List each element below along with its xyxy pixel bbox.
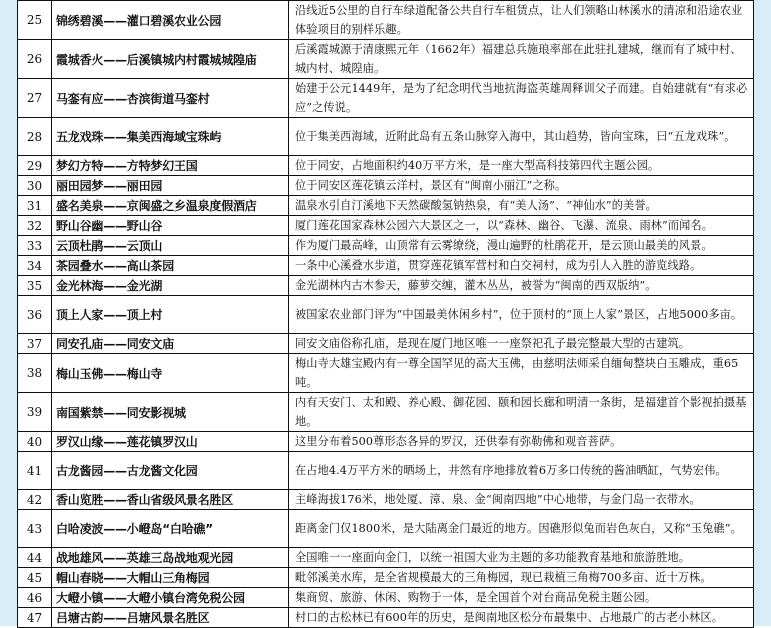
table-row [18, 40, 754, 79]
spot-description: 厦门莲花国家森林公园六大景区之一，以“森林、幽谷、飞瀑、流泉、雨林”而闻名。 [289, 216, 754, 236]
row-number: 33 [18, 236, 52, 256]
spot-name: 大嶝小镇——大嶝小镇台湾免税公园 [52, 588, 289, 608]
spot-description: 一条中心溪叠水步道，贯穿莲花镇军营村和白交祠村，成为引人入胜的游览线路。 [289, 256, 754, 276]
spot-name: 同安孔庙——同安文庙 [52, 334, 289, 354]
spot-name: 野山谷幽——野山谷 [52, 216, 289, 236]
spot-description: 集商贸、旅游、休闲、购物于一体，是全国首个对台商品免税主题公园。 [289, 588, 754, 608]
spot-name: 盛名美泉——京闽盛之乡温泉度假酒店 [52, 196, 289, 216]
spot-name: 顶上人家——顶上村 [52, 296, 289, 334]
row-number: 28 [18, 118, 52, 156]
table-row [18, 196, 754, 216]
row-number: 27 [18, 79, 52, 118]
spot-name: 帽山春晓——大帽山三角梅园 [52, 568, 289, 588]
table-row [18, 452, 754, 490]
row-number: 43 [18, 510, 52, 548]
table-row [18, 276, 754, 296]
spot-name: 锦绣碧溪——灌口碧溪农业公园 [52, 1, 289, 40]
table-row [18, 608, 754, 628]
spot-name: 金光林海——金光湖 [52, 276, 289, 296]
spot-name: 香山览胜——香山省级风景名胜区 [52, 490, 289, 510]
table-row [18, 354, 754, 393]
spot-name: 战地雄风——英雄三岛战地观光园 [52, 548, 289, 568]
table-row [18, 296, 754, 334]
spot-name: 南国紫禁——同安影视城 [52, 393, 289, 432]
spot-description: 后溪霞城源于清康熙元年（1662年）福建总兵施琅率部在此驻扎建城，继而有了城中村、城内村、城隍庙。 [289, 40, 754, 79]
spot-description: 沿线近5公里的自行车绿道配备公共自行车租赁点，让人们领略山林溪水的清凉和沿途农业体验项目的别样乐趣。 [289, 1, 754, 40]
table-row [18, 548, 754, 568]
spot-name: 霞城香火——后溪镇城内村霞城城隍庙 [52, 40, 289, 79]
spot-name: 丽田园梦——丽田园 [52, 176, 289, 196]
table-row [18, 334, 754, 354]
row-number: 35 [18, 276, 52, 296]
table-row [18, 176, 754, 196]
row-number: 37 [18, 334, 52, 354]
table-row [18, 118, 754, 156]
table-row [18, 156, 754, 176]
spot-description: 主峰海拔176米，地处厦、漳、泉、金“闽南四地”中心地带，与金门岛一衣带水。 [289, 490, 754, 510]
table-row [18, 256, 754, 276]
spot-name: 马銮有应——杏滨街道马銮村 [52, 79, 289, 118]
row-number: 31 [18, 196, 52, 216]
table-row [18, 432, 754, 452]
row-number: 34 [18, 256, 52, 276]
table-row [18, 79, 754, 118]
table-row [18, 236, 754, 256]
row-number: 40 [18, 432, 52, 452]
spot-description: 村口的古松林已有600年的历史，是闽南地区松分布最集中、占地最广的古老小林区。 [289, 608, 754, 628]
row-number: 46 [18, 588, 52, 608]
spot-description: 毗邻溪美水库，是全省规模最大的三角梅园，现已栽植三角梅700多亩、近十万株。 [289, 568, 754, 588]
table-row [18, 568, 754, 588]
spot-description: 内有天安门、太和殿、养心殿、御花园、颐和园长廊和明清一条街，是福建首个影视拍摄基地。 [289, 393, 754, 432]
row-number: 45 [18, 568, 52, 588]
spot-description: 在占地4.4万平方米的晒场上，井然有序地排放着6万多口传统的酱油晒缸，气势宏伟。 [289, 452, 754, 490]
table-row [18, 588, 754, 608]
spot-name: 梦幻方特——方特梦幻王国 [52, 156, 289, 176]
spot-name: 茶园叠水——高山茶园 [52, 256, 289, 276]
spot-name: 白哈凌波——小嶝岛“白哈礁” [52, 510, 289, 548]
row-number: 32 [18, 216, 52, 236]
spot-description: 金光湖林内古木参天，藤萝交缠，灌木丛丛，被誉为“闽南的西双版纳”。 [289, 276, 754, 296]
spot-name: 吕塘古韵——吕塘风景名胜区 [52, 608, 289, 628]
spot-description: 距离金门仅1800米，是大陆离金门最近的地方。因礁形似兔而岩色灰白，又称“玉兔礁”。 [289, 510, 754, 548]
scenic-spots-table [17, 0, 754, 628]
spot-description: 位于集美西海域，近附此岛有五条山脉穿入海中，其山趋势，皆向宝珠，曰“五龙戏珠”。 [289, 118, 754, 156]
row-number: 26 [18, 40, 52, 79]
row-number: 47 [18, 608, 52, 628]
table-row [18, 216, 754, 236]
spot-description: 位于同安区莲花镇云洋村，景区有“闽南小丽江”之称。 [289, 176, 754, 196]
spot-description: 位于同安，占地面积约40万平方米，是一座大型高科技第四代主题公园。 [289, 156, 754, 176]
row-number: 38 [18, 354, 52, 393]
spot-description: 梅山寺大雄宝殿内有一尊全国罕见的高大玉佛，由慈明法师采自缅甸整块白玉雕成，重65吨。 [289, 354, 754, 393]
spot-name: 云顶杜鹃——云顶山 [52, 236, 289, 256]
table-row [18, 490, 754, 510]
row-number: 25 [18, 1, 52, 40]
row-number: 42 [18, 490, 52, 510]
row-number: 44 [18, 548, 52, 568]
table-row [18, 1, 754, 40]
row-number: 29 [18, 156, 52, 176]
spot-description: 作为厦门最高峰，山顶常有云雾缭绕，漫山遍野的杜鹃花开，是云顶山最美的风景。 [289, 236, 754, 256]
spot-description: 这里分布着500尊形态各异的罗汉，还供奉有弥勒佛和观音菩萨。 [289, 432, 754, 452]
spot-description: 全国唯一一座面向金门，以统一祖国大业为主题的多功能教育基地和旅游胜地。 [289, 548, 754, 568]
row-number: 39 [18, 393, 52, 432]
row-number: 30 [18, 176, 52, 196]
table-row [18, 510, 754, 548]
table-body [18, 1, 754, 628]
row-number: 36 [18, 296, 52, 334]
spot-description: 被国家农业部门评为“中国最美休闲乡村”，位于顶村的“顶上人家”景区，占地5000多亩。 [289, 296, 754, 334]
spot-description: 同安文庙俗称孔庙，是现在厦门地区唯一一座祭祀孔子最完整最大型的古建筑。 [289, 334, 754, 354]
spot-description: 温泉水引自汀溪地下天然碳酸氢钠热泉，有“美人汤”、“神仙水”的美誉。 [289, 196, 754, 216]
spot-name: 梅山玉佛——梅山寺 [52, 354, 289, 393]
spot-name: 罗汉山缘——莲花镇罗汉山 [52, 432, 289, 452]
spot-description: 始建于公元1449年，是为了纪念明代当地抗海盗英雄周释训父子而建。自始建就有“有求必应”之传说。 [289, 79, 754, 118]
spot-name: 五龙戏珠——集美西海域宝珠屿 [52, 118, 289, 156]
table-row [18, 393, 754, 432]
spot-name: 古龙酱园——古龙酱文化园 [52, 452, 289, 490]
row-number: 41 [18, 452, 52, 490]
